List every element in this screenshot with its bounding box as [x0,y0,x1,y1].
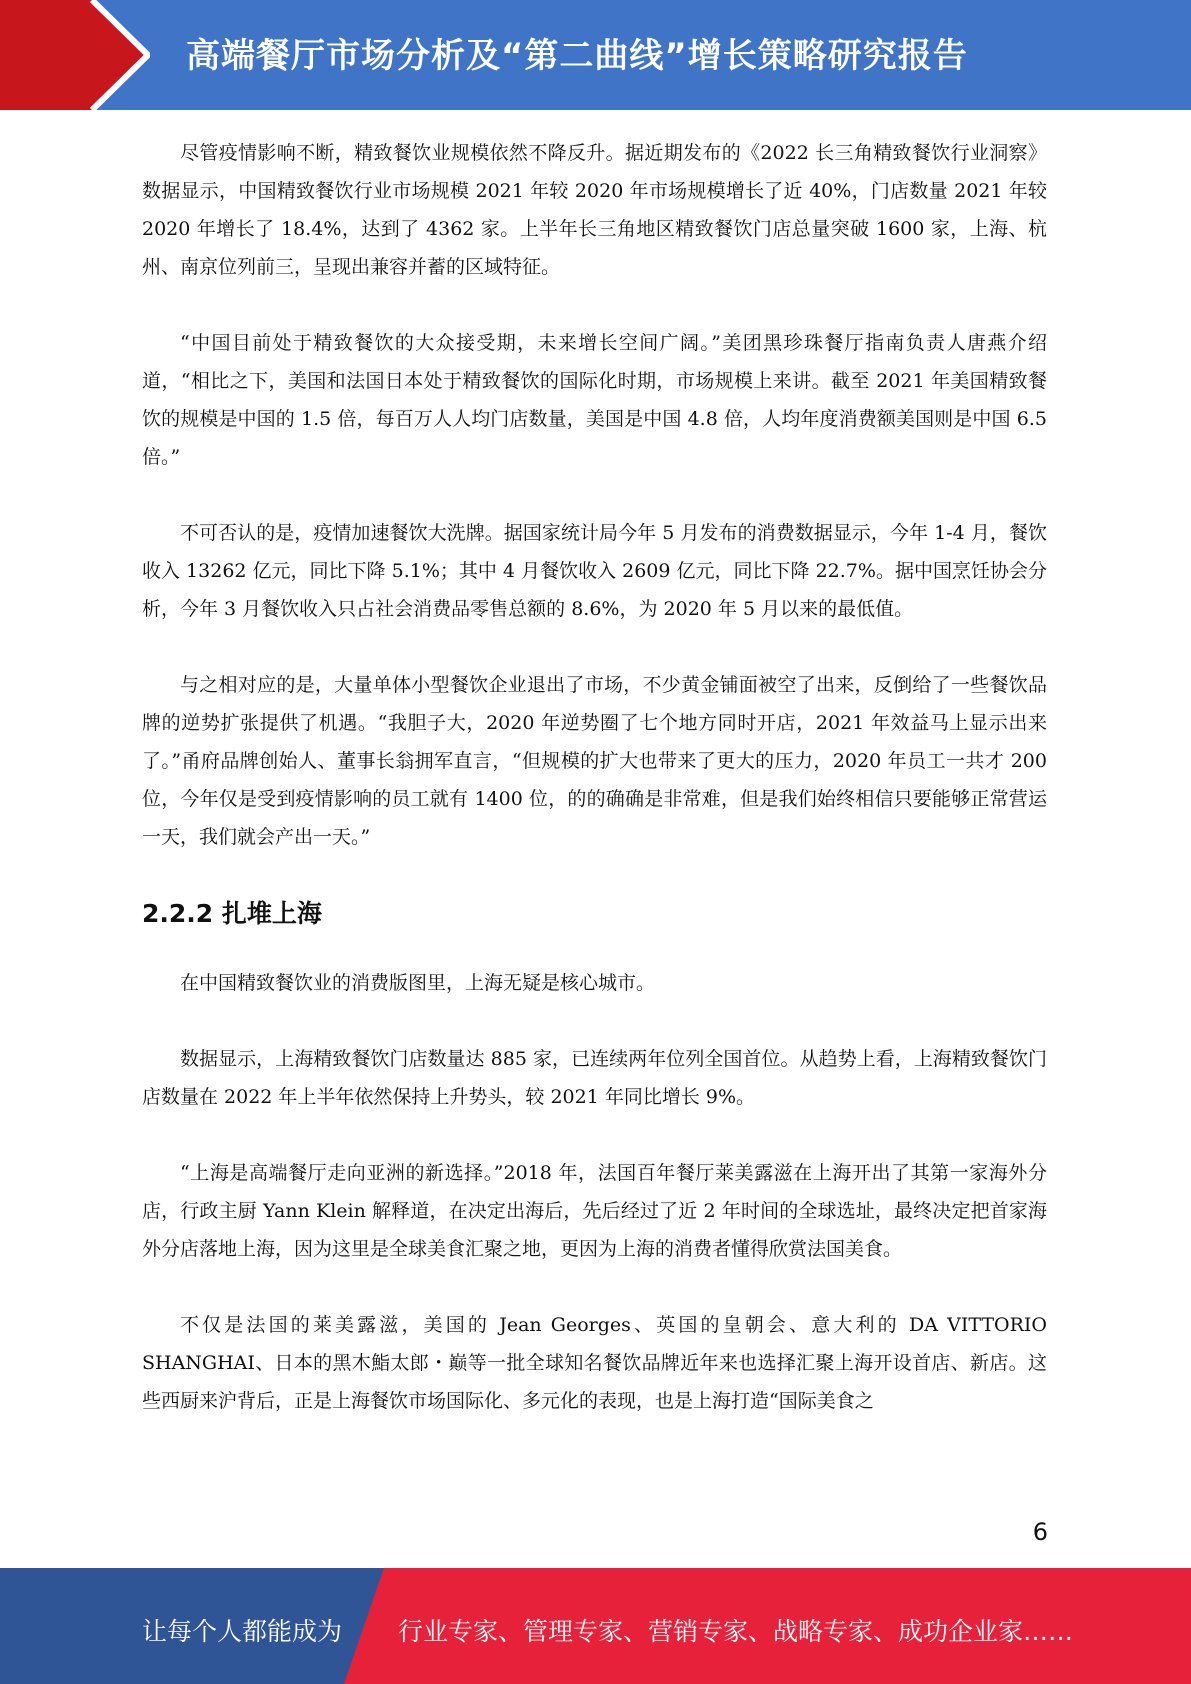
paragraph-3: 不可否认的是，疫情加速餐饮大洗牌。据国家统计局今年 5 月发布的消费数据显示，今年 1-4 月，餐饮收入 13262 亿元，同比下降 5.1%；其中 4 月餐饮收入 2609 亿元，同比下降 22.7%。据中国烹饪协会分析，今年 3 月餐饮收入只占社会消费品零售总额的 8.6%，为 2020 年 5 月以来的最低值。 [142,522,1047,620]
page-footer [0,1568,1191,1684]
section-paragraph-4: 不仅是法国的莱美露滋，美国的 Jean Georges、英国的皇朝会、意大利的 DA VITTORIO SHANGHAI、日本的黑木鮨太郎・巅等一批全球知名餐饮品牌近年来也选择汇聚上海开设首店、新店。这些西厨来沪背后，正是上海餐饮市场国际化、多元化的表现，也是上海打造“国际美食之 [142,1314,1047,1412]
paragraph-4: 与之相对应的是，大量单体小型餐饮企业退出了市场，不少黄金铺面被空了出来，反倒给了一些餐饮品牌的逆势扩张提供了机遇。“我胆子大，2020 年逆势圈了七个地方同时开店，2021 年效益马上显示出来了。”甬府品牌创始人、董事长翁拥军直言，“但规模的扩大也带来了更大的压力，2020 年员工一共才 200 位，今年仅是受到疫情影响的员工就有 1400 位，的的确确是非常难，但是我们始终相信只要能够正常营运一天，我们就会产出一天。” [142,674,1047,848]
section-heading: 2.2.2 扎堆上海 [142,899,322,928]
header-red-arrow-shape [0,0,150,110]
section-paragraph-3: “上海是高端餐厅走向亚洲的新选择。”2018 年，法国百年餐厅莱美露滋在上海开出了其第一家海外分店，行政主厨 Yann Klein 解释道，在决定出海后，先后经过了近 2 年时间的全球选址，最终决定把首家海外分店落地上海，因为这里是全球美食汇聚之地，更因为上海的消费者懂得欣赏法国美食。 [142,1162,1047,1260]
report-title: 高端餐厅市场分析及“第二曲线”增长策略研究报告 [186,36,968,76]
footer-slogan-right: 行业专家、管理专家、营销专家、战略专家、成功企业家…… [398,1617,1074,1646]
section-paragraph-2: 数据显示，上海精致餐饮门店数量达 885 家，已连续两年位列全国首位。从趋势上看，上海精致餐饮门店数量在 2022 年上半年依然保持上升势头，较 2021 年同比增长 9%。 [142,1048,1047,1108]
page-header [0,0,1191,110]
footer-slogan-left: 让每个人都能成为 [142,1617,343,1646]
page-number: 6 [1032,1518,1048,1546]
paragraph-2: “中国目前处于精致餐饮的大众接受期，未来增长空间广阔。”美团黑珍珠餐厅指南负责人唐燕介绍道，“相比之下，美国和法国日本处于精致餐饮的国际化时期，市场规模上来讲。截至 2021 年美国精致餐饮的规模是中国的 1.5 倍，每百万人人均门店数量，美国是中国 4.8 倍，人均年度消费额美国则是中国 6.5 倍。” [142,332,1047,468]
document-body [142,134,1047,1458]
paragraph-1: 尽管疫情影响不断，精致餐饮业规模依然不降反升。据近期发布的《2022 长三角精致餐饮行业洞察》数据显示，中国精致餐饮行业市场规模 2021 年较 2020 年市场规模增长了近 40%，门店数量 2021 年较 2020 年增长了 18.4%，达到了 4362 家。上半年长三角地区精致餐饮门店总量突破 1600 家，上海、杭州、南京位列前三，呈现出兼容并蓄的区域特征。 [142,142,1047,278]
section-paragraph-1: 在中国精致餐饮业的消费版图里，上海无疑是核心城市。 [180,972,656,994]
